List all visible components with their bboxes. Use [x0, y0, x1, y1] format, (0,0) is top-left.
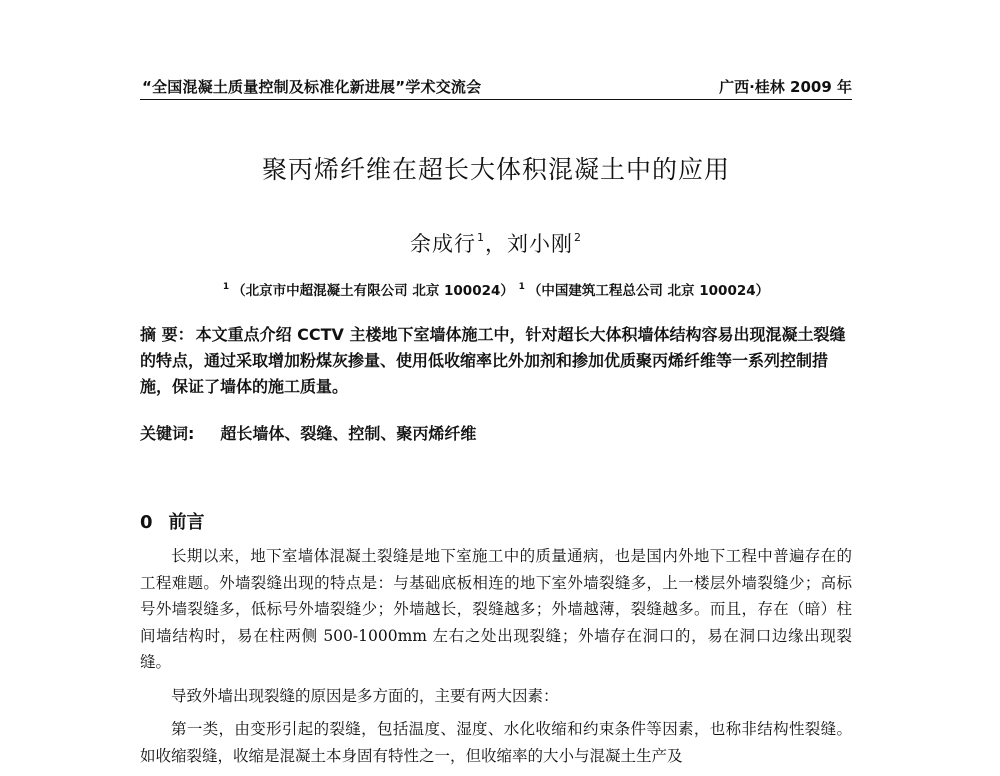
running-header-location-year: 广西·桂林 2009 年 — [719, 78, 852, 96]
author-name: 刘小刚 — [507, 232, 573, 256]
section-heading — [140, 508, 205, 534]
abstract — [140, 322, 852, 400]
keywords-text: 超长墙体、裂缝、控制、聚丙烯纤维 — [220, 424, 477, 443]
affiliation-mark: 1 — [222, 282, 230, 292]
section-title: 前言 — [168, 512, 205, 533]
body-paragraph: 导致外墙出现裂缝的原因是多方面的，主要有两大因素： — [171, 686, 559, 705]
keywords — [140, 421, 852, 444]
keywords-label: 关键词: — [140, 424, 195, 443]
paper-title: 聚丙烯纤维在超长大体积混凝土中的应用 — [261, 155, 730, 184]
section-number: 0 — [140, 512, 153, 533]
author-affiliation-mark: 2 — [574, 231, 582, 244]
author-name: 余成行 — [410, 232, 476, 256]
abstract-text: 本文重点介绍 CCTV 主楼地下室墙体施工中，针对超长大体积墙体结构容易出现混凝土裂缝的特点，通过采取增加粉煤灰掺量、使用低收缩率比外加剂和掺加优质聚丙烯纤维等一系列控制措施，保证了墙体的施工质量。 — [140, 325, 846, 396]
abstract-label: 摘 要： — [140, 325, 194, 344]
affiliation-line — [140, 279, 852, 299]
affiliation-text: （北京市中超混凝土有限公司 北京 100024） — [232, 283, 514, 299]
header-divider — [140, 99, 852, 100]
body-paragraph: 第一类，由变形引起的裂缝，包括温度、湿度、水化收缩和约束条件等因素，也称非结构性裂缝。如收缩裂缝，收缩是混凝土本身固有特性之一，但收缩率的大小与混凝土生产及 — [140, 720, 852, 765]
affiliation-mark: 1 — [518, 282, 525, 292]
body-paragraph: 长期以来，地下室墙体混凝土裂缝是地下室施工中的质量通病，也是国内外地下工程中普遍存在的工程难题。外墙裂缝出现的特点是：与基础底板相连的地下室外墙裂缝多，上一楼层外墙裂缝少；高标号外墙裂缝多，低标号外墙裂缝少；外墙越长，裂缝越多；外墙越薄，裂缝越多。而且，存在（暗）柱间墙结构时，易在柱两侧 500-1000mm 左右之处出现裂缝；外墙存在洞口的，易在洞口边缘出现裂缝。 — [140, 547, 852, 671]
author-list — [140, 228, 852, 258]
section-body — [140, 543, 852, 776]
running-header-conference: “全国混凝土质量控制及标准化新进展”学术交流会 — [142, 78, 482, 96]
author-separator: ， — [485, 232, 507, 256]
affiliation-text: （中国建筑工程总公司 北京 100024） — [527, 283, 770, 299]
author-affiliation-mark: 1 — [477, 231, 485, 244]
